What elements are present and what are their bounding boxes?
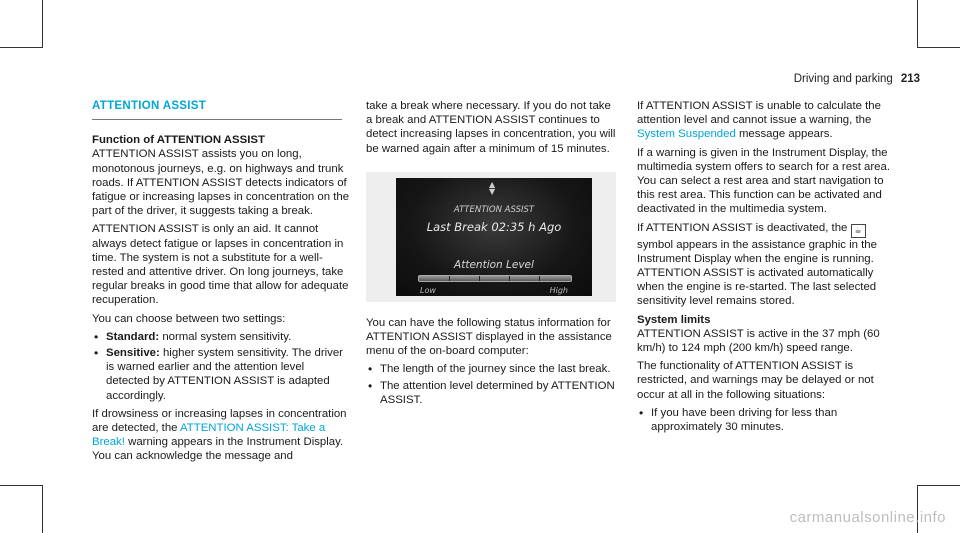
scale-high-label: High — [549, 285, 568, 295]
bar-segment-divider — [539, 276, 540, 281]
paragraph: You can have the following status information for ATTENTION ASSIST displayed in the assistance menu of the on-board computer: — [366, 316, 612, 358]
system-message-ref: System Suspended — [637, 128, 736, 141]
text-run: If ATTENTION ASSIST is unable to calculate the attention level and cannot issue a warning, the — [637, 100, 881, 127]
paragraph — [92, 407, 350, 464]
settings-list — [92, 330, 350, 403]
attention-level-bar — [418, 275, 572, 282]
screen-title: ATTENTION ASSIST — [453, 204, 535, 215]
setting-label: Sensitive: — [106, 347, 160, 360]
section-rule — [92, 119, 342, 120]
list-item: • The length of the journey since the last break. — [366, 362, 620, 376]
attention-level-label: Attention Level — [454, 258, 534, 271]
scale-low-label: Low — [420, 285, 436, 295]
paragraph: If a warning is given in the Instrument Display, the multimedia system offers to search for a rest area. You can select a rest area and start navigation to this rest area. This function can be activated and deactivated in the multimedia system. — [637, 146, 891, 216]
paragraph: take a break where necessary. If you do not take a break and ATTENTION ASSIST continues to detect increasing lapses in concentration, you will be warned again after a minimum of 15 minutes. — [366, 100, 616, 155]
status-list — [366, 362, 620, 407]
system-limits-heading: System limits — [637, 313, 711, 326]
scroll-arrows-icon: ▲ ▼ — [489, 179, 496, 196]
column-1 — [92, 99, 350, 468]
page-number: 213 — [900, 73, 920, 85]
text-run: warning appears in the Instrument Display. You can acknowledge the message and — [92, 436, 344, 463]
paragraph — [637, 221, 891, 309]
text-run: If drowsiness or increasing lapses in concentration are detected, the — [92, 407, 347, 435]
watermark: carmanualsonline.info — [789, 508, 946, 526]
paragraph — [637, 99, 891, 142]
setting-text: higher system sensitivity. The driver is warned earlier and the attention level detected by ATTENTION ASSIST is adapted accordingly. — [106, 347, 343, 402]
paragraph: The functionality of ATTENTION ASSIST is restricted, and warnings may be delayed or not occur at all in the following situations: — [637, 360, 874, 401]
paragraph: ATTENTION ASSIST is only an aid. It cannot always detect fatigue or lapses in concentration in time. The system is not a substitute for a well-rested and attentive driver. On long journeys, take regular breaks in good time that allow for adequate recuperation. — [92, 223, 349, 307]
instrument-display-screen — [396, 178, 592, 296]
paragraph: ATTENTION ASSIST is active in the 37 mph (60 km/h) to 124 mph (200 km/h) speed range. — [637, 327, 880, 355]
page-header — [794, 72, 920, 86]
list-item — [92, 330, 350, 344]
bar-segment-divider — [479, 276, 480, 281]
header-section: Driving and parking — [793, 73, 893, 85]
list-item: • The attention level determined by ATTENTION ASSIST. — [366, 379, 620, 407]
section-title: ATTENTION ASSIST — [92, 100, 207, 112]
crop-mark — [917, 47, 960, 48]
crop-mark — [42, 485, 43, 533]
bar-segment-divider — [449, 276, 450, 281]
paragraph: You can choose between two settings: — [92, 312, 286, 325]
column-2 — [366, 99, 620, 411]
crop-mark — [917, 0, 918, 48]
crop-mark — [42, 0, 43, 48]
display-illustration — [366, 172, 616, 302]
list-item: • If you have been driving for less than approximately 30 minutes. — [637, 406, 891, 434]
setting-text: normal system sensitivity. — [159, 330, 292, 343]
crop-mark — [0, 485, 43, 486]
crop-mark — [917, 485, 960, 486]
setting-label: Standard: — [106, 330, 160, 343]
text-run: If ATTENTION ASSIST is deactivated, the — [637, 221, 851, 234]
last-break-readout: Last Break 02:35 h Ago — [426, 219, 562, 234]
limits-list — [637, 406, 891, 434]
attention-assist-off-icon: ☕ — [851, 224, 866, 238]
text-run: message appears. — [735, 128, 833, 141]
column-3 — [637, 99, 891, 438]
list-item — [92, 346, 350, 403]
text-run: symbol appears in the assistance graphic in the Instrument Display when the engine is running. ATTENTION ASSIST is activated automatically when the engine is re-started. The last selected sensitivity level remains stored. — [637, 238, 877, 308]
bar-segment-divider — [509, 276, 510, 281]
paragraph: ATTENTION ASSIST assists you on long, monotonous journeys, e.g. on highways and trunk roads. If ATTENTION ASSIST detects indicators of fatigue or increasing lapses in concentration on the part of the driver, it suggests taking a break. — [92, 148, 350, 218]
crop-mark — [0, 47, 43, 48]
function-heading: Function of ATTENTION ASSIST — [92, 134, 265, 147]
warning-message-ref: ATTENTION ASSIST: Take a Break! — [92, 422, 326, 449]
